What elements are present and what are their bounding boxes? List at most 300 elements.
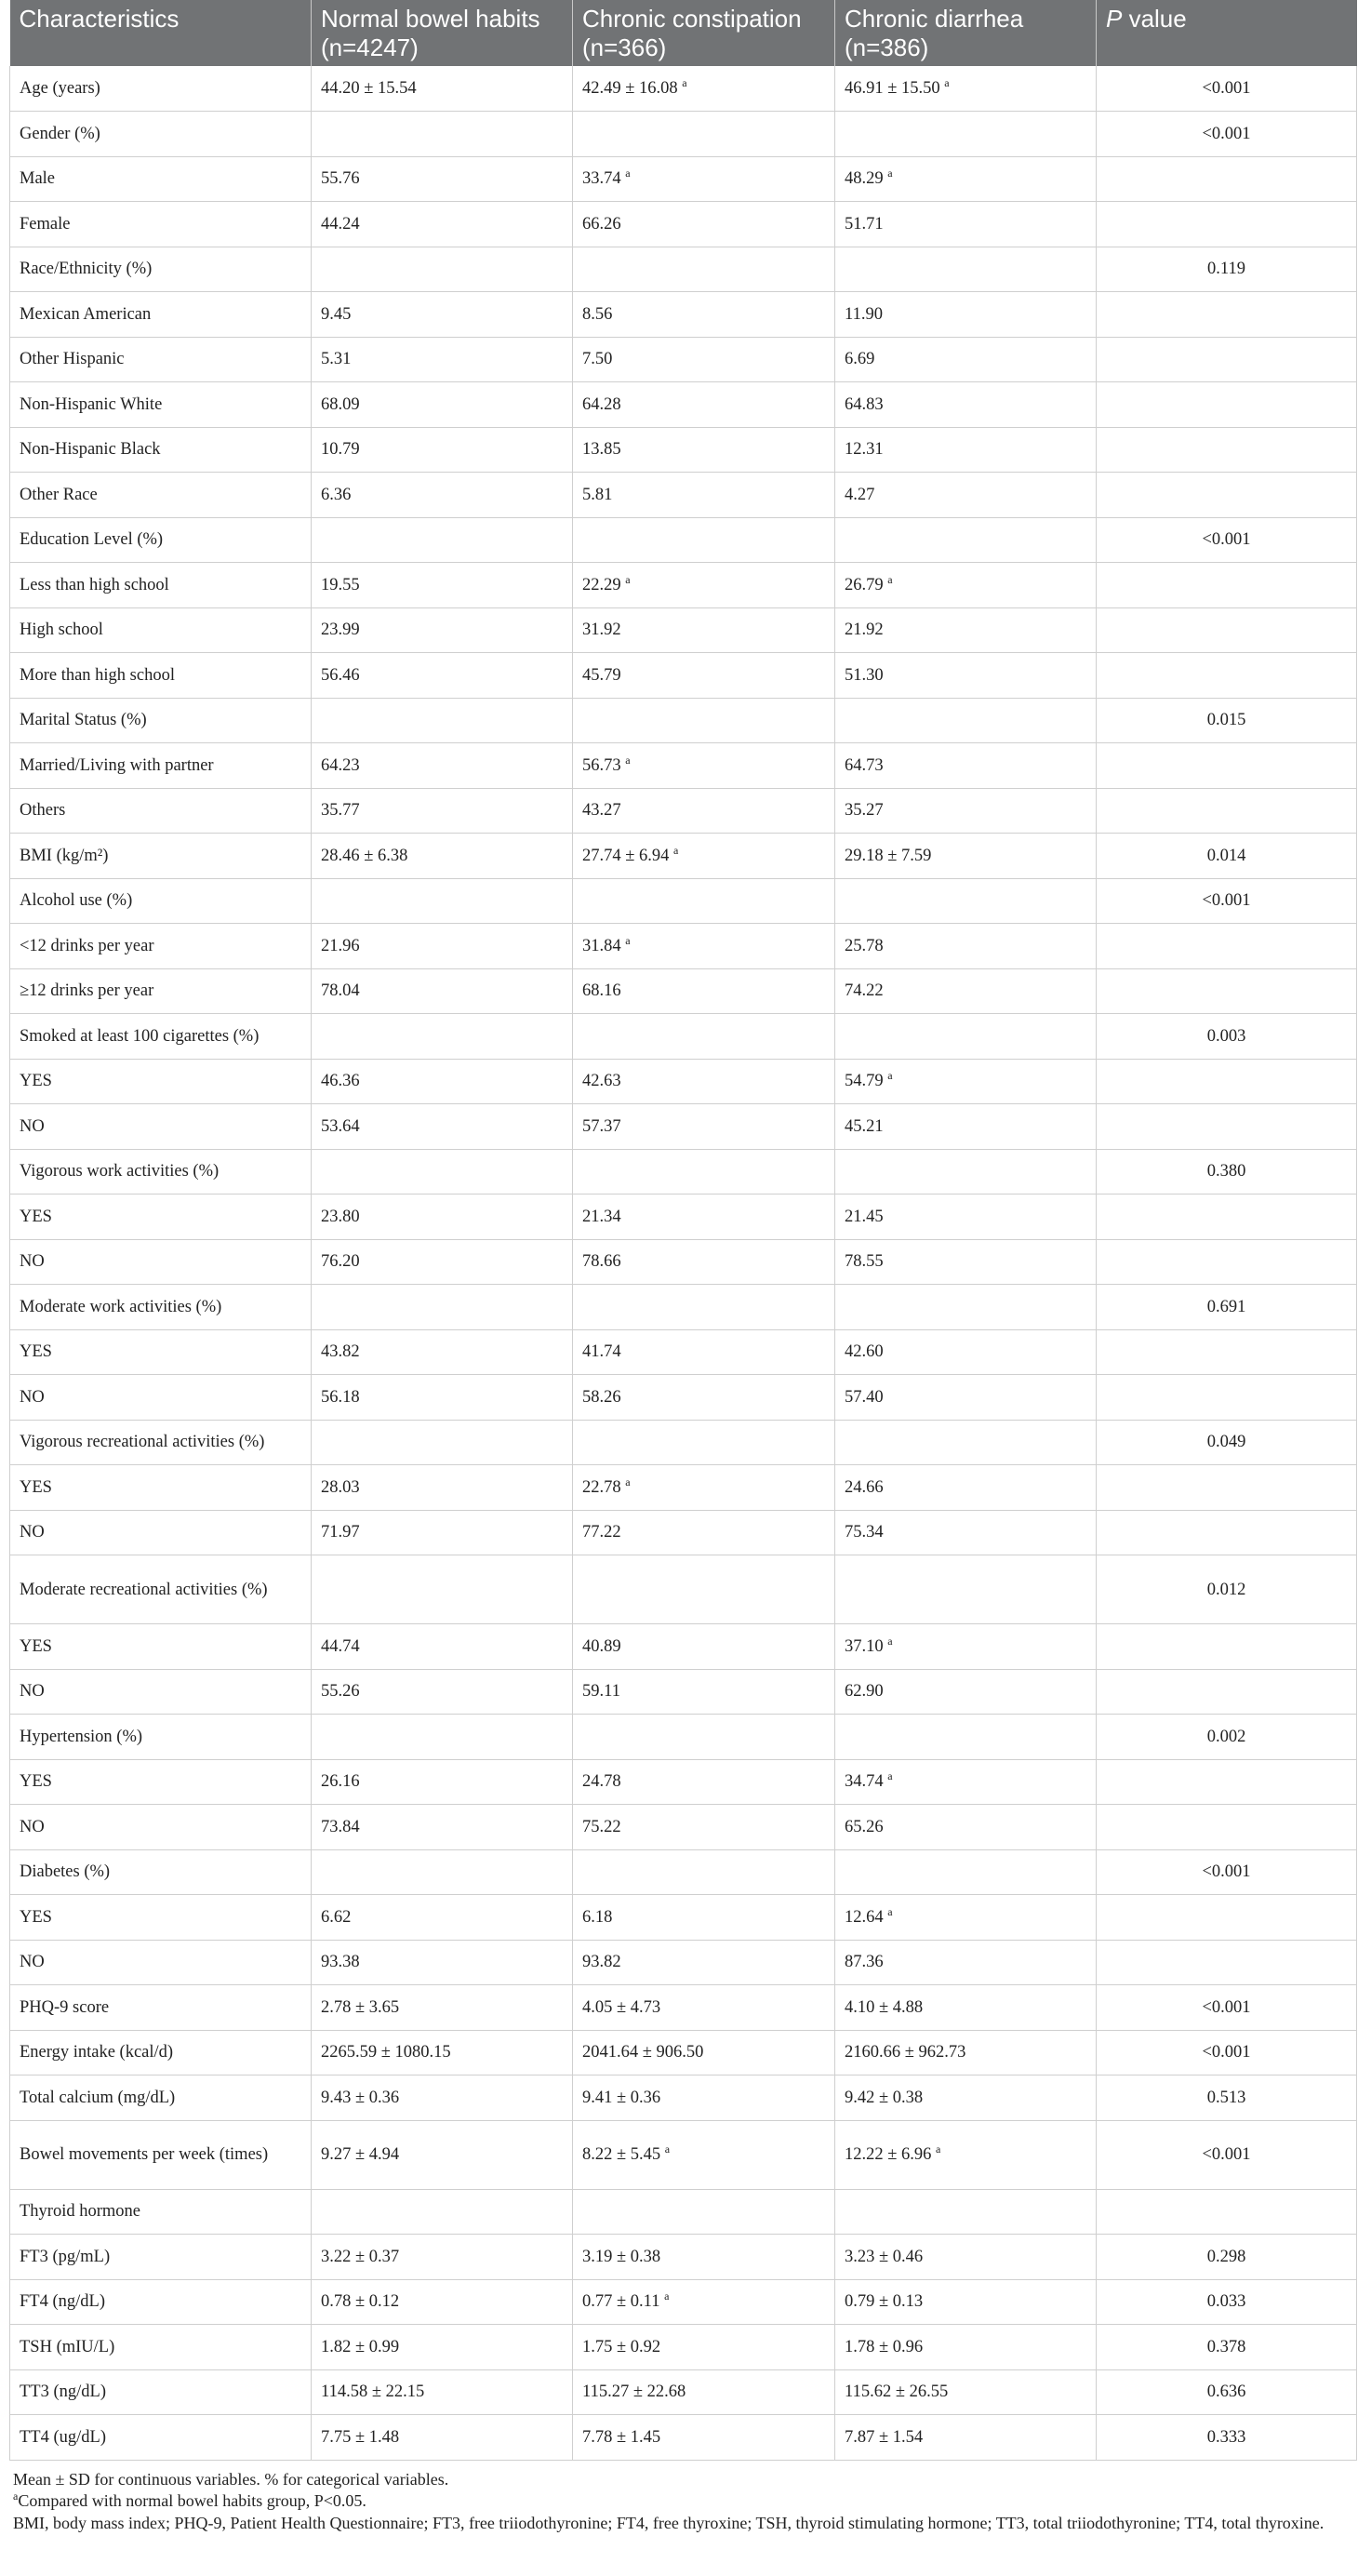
cell-p-value [1097,1624,1357,1670]
table-row [10,2415,1357,2461]
cell-normal-bowel: 3.22 ± 0.37 [312,2235,573,2280]
cell-chronic-diarrhea: 4.27 [835,473,1097,518]
table-row [10,1285,1357,1330]
cell-p-value [1097,1510,1357,1555]
row-label: More than high school [10,653,312,699]
row-label: TSH (mIU/L) [10,2325,312,2370]
cell-chronic-diarrhea: 51.30 [835,653,1097,699]
cell-p-value [1097,1329,1357,1375]
row-label: Mexican American [10,292,312,338]
row-label: FT3 (pg/mL) [10,2235,312,2280]
table-row [10,66,1357,112]
row-label: BMI (kg/m²) [10,834,312,879]
table-row [10,1104,1357,1150]
cell-normal-bowel [312,1715,573,1760]
cell-normal-bowel: 71.97 [312,1510,573,1555]
cell-chronic-diarrhea [835,1420,1097,1465]
cell-chronic-diarrhea: 4.10 ± 4.88 [835,1985,1097,2031]
table-row [10,156,1357,202]
cell-p-value [1097,1239,1357,1285]
cell-p-value [1097,788,1357,834]
cell-chronic-diarrhea [835,2189,1097,2235]
cell-p-value: 0.298 [1097,2235,1357,2280]
cell-chronic-constipation [573,247,835,292]
table-row [10,2369,1357,2415]
cell-chronic-diarrhea: 25.78 [835,924,1097,969]
cell-normal-bowel: 19.55 [312,563,573,608]
table-row [10,292,1357,338]
cell-chronic-constipation: 93.82 [573,1940,835,1985]
cell-chronic-diarrhea: 87.36 [835,1940,1097,1985]
cell-normal-bowel [312,2189,573,2235]
cell-chronic-diarrhea [835,1149,1097,1195]
cell-p-value: 0.012 [1097,1555,1357,1624]
cell-chronic-constipation [573,1420,835,1465]
cell-normal-bowel: 1.82 ± 0.99 [312,2325,573,2370]
cell-chronic-diarrhea: 6.69 [835,337,1097,382]
cell-chronic-diarrhea: 21.45 [835,1195,1097,1240]
row-label: TT3 (ng/dL) [10,2369,312,2415]
cell-normal-bowel [312,1149,573,1195]
table-row [10,337,1357,382]
cell-chronic-diarrhea: 35.27 [835,788,1097,834]
table-row [10,924,1357,969]
cell-p-value [1097,337,1357,382]
cell-chronic-diarrhea: 29.18 ± 7.59 [835,834,1097,879]
cell-p-value: <0.001 [1097,1985,1357,2031]
table-row [10,1849,1357,1895]
row-label: Non-Hispanic Black [10,427,312,473]
cell-normal-bowel: 10.79 [312,427,573,473]
table-body [10,66,1357,2460]
cell-p-value [1097,156,1357,202]
cell-p-value [1097,1375,1357,1421]
cell-chronic-constipation: 64.28 [573,382,835,428]
cell-chronic-constipation: 22.78 $^a$ [573,1465,835,1511]
cell-p-value: 0.691 [1097,1285,1357,1330]
cell-normal-bowel: 44.24 [312,202,573,247]
cell-normal-bowel [312,878,573,924]
table-row [10,2189,1357,2235]
header-characteristics: Characteristics [10,0,312,66]
cell-chronic-diarrhea [835,1014,1097,1060]
cell-normal-bowel: 73.84 [312,1805,573,1850]
row-label: Other Hispanic [10,337,312,382]
cell-normal-bowel: 68.09 [312,382,573,428]
cell-chronic-constipation: 31.92 [573,607,835,653]
row-label: TT4 (ug/dL) [10,2415,312,2461]
cell-p-value: <0.001 [1097,2030,1357,2075]
cell-chronic-diarrhea: 62.90 [835,1669,1097,1715]
row-label: Moderate work activities (%) [10,1285,312,1330]
cell-chronic-constipation [573,698,835,743]
cell-p-value [1097,1759,1357,1805]
cell-p-value [1097,202,1357,247]
cell-p-value [1097,563,1357,608]
table-row [10,1014,1357,1060]
cell-chronic-constipation [573,1014,835,1060]
cell-p-value: <0.001 [1097,878,1357,924]
cell-p-value [1097,968,1357,1014]
table-row [10,1420,1357,1465]
header-normal-bowel: Normal bowel habits (n=4247) [312,0,573,66]
cell-chronic-constipation: 56.73 $^a$ [573,743,835,789]
row-label: PHQ-9 score [10,1985,312,2031]
cell-chronic-constipation: 22.29 $^a$ [573,563,835,608]
cell-chronic-constipation: 77.22 [573,1510,835,1555]
row-label: NO [10,1669,312,1715]
cell-chronic-constipation: 2041.64 ± 906.50 [573,2030,835,2075]
cell-p-value [1097,924,1357,969]
cell-normal-bowel: 55.76 [312,156,573,202]
cell-normal-bowel: 28.03 [312,1465,573,1511]
cell-chronic-diarrhea: 37.10 $^a$ [835,1624,1097,1670]
cell-chronic-diarrhea: 0.79 ± 0.13 [835,2279,1097,2325]
cell-p-value: 0.513 [1097,2075,1357,2121]
row-label: High school [10,607,312,653]
table-row [10,1940,1357,1985]
cell-chronic-diarrhea [835,878,1097,924]
row-label: YES [10,1895,312,1941]
cell-chronic-constipation: 9.41 ± 0.36 [573,2075,835,2121]
cell-normal-bowel: 6.62 [312,1895,573,1941]
header-p-value: P value [1097,0,1357,66]
cell-chronic-diarrhea: 3.23 ± 0.46 [835,2235,1097,2280]
cell-chronic-diarrhea [835,1555,1097,1624]
cell-p-value: 0.003 [1097,1014,1357,1060]
cell-chronic-constipation [573,517,835,563]
table-row [10,1669,1357,1715]
cell-chronic-constipation: 68.16 [573,968,835,1014]
cell-p-value: 0.378 [1097,2325,1357,2370]
row-label: Total calcium (mg/dL) [10,2075,312,2121]
cell-chronic-diarrhea: 45.21 [835,1104,1097,1150]
table-row [10,2075,1357,2121]
cell-normal-bowel: 23.80 [312,1195,573,1240]
cell-normal-bowel: 76.20 [312,1239,573,1285]
cell-chronic-constipation: 115.27 ± 22.68 [573,2369,835,2415]
cell-normal-bowel: 9.27 ± 4.94 [312,2120,573,2189]
table-row [10,698,1357,743]
row-label: Education Level (%) [10,517,312,563]
row-label: Marital Status (%) [10,698,312,743]
table-row [10,427,1357,473]
cell-p-value [1097,1465,1357,1511]
table-row [10,1805,1357,1850]
cell-chronic-diarrhea: 2160.66 ± 962.73 [835,2030,1097,2075]
cell-chronic-diarrhea: 12.31 [835,427,1097,473]
characteristics-table [9,0,1357,2461]
cell-normal-bowel [312,1014,573,1060]
cell-chronic-diarrhea: 46.91 ± 15.50 $^a$ [835,66,1097,112]
row-label: Gender (%) [10,112,312,157]
cell-p-value: 0.014 [1097,834,1357,879]
table-row [10,2120,1357,2189]
row-label: NO [10,1104,312,1150]
cell-p-value [1097,427,1357,473]
cell-chronic-diarrhea: 21.92 [835,607,1097,653]
cell-chronic-constipation: 7.50 [573,337,835,382]
row-label: Non-Hispanic White [10,382,312,428]
cell-chronic-constipation: 8.22 ± 5.45 $^a$ [573,2120,835,2189]
cell-chronic-diarrhea: 9.42 ± 0.38 [835,2075,1097,2121]
footnote-significance: $^a$Compared with normal bowel habits group, P<0.05. [13,2489,366,2510]
cell-normal-bowel [312,112,573,157]
table-row [10,1555,1357,1624]
table-row [10,2279,1357,2325]
cell-normal-bowel: 44.20 ± 15.54 [312,66,573,112]
row-label: Vigorous recreational activities (%) [10,1420,312,1465]
cell-chronic-diarrhea: 24.66 [835,1465,1097,1511]
cell-chronic-constipation: 57.37 [573,1104,835,1150]
row-label: ≥12 drinks per year [10,968,312,1014]
cell-normal-bowel: 6.36 [312,473,573,518]
cell-chronic-diarrhea: 48.29 $^a$ [835,156,1097,202]
cell-p-value [1097,1669,1357,1715]
cell-normal-bowel: 9.43 ± 0.36 [312,2075,573,2121]
cell-p-value: 0.119 [1097,247,1357,292]
cell-normal-bowel: 5.31 [312,337,573,382]
table-row [10,743,1357,789]
table-row [10,2235,1357,2280]
cell-normal-bowel: 28.46 ± 6.38 [312,834,573,879]
table-row [10,1465,1357,1511]
table-row [10,1239,1357,1285]
row-label: YES [10,1329,312,1375]
cell-p-value [1097,2189,1357,2235]
row-label: NO [10,1375,312,1421]
cell-normal-bowel: 0.78 ± 0.12 [312,2279,573,2325]
cell-normal-bowel: 23.99 [312,607,573,653]
cell-p-value [1097,1195,1357,1240]
cell-p-value [1097,653,1357,699]
row-label: YES [10,1465,312,1511]
header-chronic-constipation: Chronic constipation (n=366) [573,0,835,66]
cell-chronic-constipation: 42.63 [573,1059,835,1104]
cell-normal-bowel: 93.38 [312,1940,573,1985]
cell-p-value: <0.001 [1097,66,1357,112]
cell-chronic-diarrhea: 42.60 [835,1329,1097,1375]
cell-chronic-diarrhea [835,517,1097,563]
table-row [10,1895,1357,1941]
cell-p-value [1097,743,1357,789]
table-header [10,0,1357,66]
row-label: Hypertension (%) [10,1715,312,1760]
cell-chronic-constipation: 6.18 [573,1895,835,1941]
cell-chronic-constipation: 24.78 [573,1759,835,1805]
cell-normal-bowel [312,517,573,563]
row-label: Bowel movements per week (times) [10,2120,312,2189]
table-row [10,1059,1357,1104]
cell-normal-bowel: 9.45 [312,292,573,338]
row-label: Alcohol use (%) [10,878,312,924]
cell-chronic-constipation: 5.81 [573,473,835,518]
cell-chronic-diarrhea: 26.79 $^a$ [835,563,1097,608]
header-chronic-diarrhea: Chronic diarrhea (n=386) [835,0,1097,66]
row-label: YES [10,1195,312,1240]
cell-p-value [1097,1059,1357,1104]
cell-chronic-constipation [573,1149,835,1195]
cell-chronic-diarrhea: 74.22 [835,968,1097,1014]
table-row [10,2030,1357,2075]
table-row [10,1715,1357,1760]
cell-chronic-diarrhea [835,1285,1097,1330]
row-label: Others [10,788,312,834]
cell-normal-bowel: 2.78 ± 3.65 [312,1985,573,2031]
table-row [10,247,1357,292]
cell-chronic-constipation [573,878,835,924]
cell-normal-bowel [312,1555,573,1624]
table-row [10,1759,1357,1805]
cell-normal-bowel: 44.74 [312,1624,573,1670]
table-row [10,1329,1357,1375]
cell-normal-bowel: 21.96 [312,924,573,969]
row-label: Married/Living with partner [10,743,312,789]
table-row [10,517,1357,563]
cell-chronic-diarrhea: 75.34 [835,1510,1097,1555]
table-row [10,473,1357,518]
cell-p-value [1097,382,1357,428]
footnote-mean-sd: Mean ± SD for continuous variables. % for categorical variables. [13,2469,449,2489]
cell-chronic-constipation: 31.84 $^a$ [573,924,835,969]
table-row [10,607,1357,653]
cell-p-value: 0.015 [1097,698,1357,743]
cell-chronic-constipation: 21.34 [573,1195,835,1240]
cell-chronic-constipation: 33.74 $^a$ [573,156,835,202]
row-label: NO [10,1510,312,1555]
table-row [10,1624,1357,1670]
table-row [10,112,1357,157]
cell-normal-bowel: 56.46 [312,653,573,699]
cell-chronic-constipation: 7.78 ± 1.45 [573,2415,835,2461]
cell-p-value: 0.333 [1097,2415,1357,2461]
row-label: Diabetes (%) [10,1849,312,1895]
cell-normal-bowel: 114.58 ± 22.15 [312,2369,573,2415]
cell-chronic-constipation: 3.19 ± 0.38 [573,2235,835,2280]
table-row [10,1985,1357,2031]
cell-chronic-constipation: 1.75 ± 0.92 [573,2325,835,2370]
table-row [10,2325,1357,2370]
cell-normal-bowel: 64.23 [312,743,573,789]
cell-chronic-constipation: 66.26 [573,202,835,247]
row-label: YES [10,1759,312,1805]
cell-p-value [1097,607,1357,653]
cell-p-value [1097,473,1357,518]
cell-p-value: <0.001 [1097,517,1357,563]
cell-chronic-constipation: 27.74 ± 6.94 $^a$ [573,834,835,879]
cell-normal-bowel [312,1285,573,1330]
cell-chronic-diarrhea: 57.40 [835,1375,1097,1421]
cell-chronic-constipation [573,1849,835,1895]
cell-chronic-constipation: 58.26 [573,1375,835,1421]
cell-chronic-diarrhea: 51.71 [835,202,1097,247]
cell-chronic-constipation: 0.77 ± 0.11 $^a$ [573,2279,835,2325]
row-label: NO [10,1940,312,1985]
cell-normal-bowel: 55.26 [312,1669,573,1715]
cell-chronic-diarrhea: 64.83 [835,382,1097,428]
cell-normal-bowel: 2265.59 ± 1080.15 [312,2030,573,2075]
cell-p-value: 0.636 [1097,2369,1357,2415]
row-label: YES [10,1059,312,1104]
cell-chronic-diarrhea: 7.87 ± 1.54 [835,2415,1097,2461]
cell-chronic-constipation: 13.85 [573,427,835,473]
cell-chronic-diarrhea: 54.79 $^a$ [835,1059,1097,1104]
cell-chronic-diarrhea [835,1715,1097,1760]
table-row [10,1195,1357,1240]
cell-chronic-diarrhea: 115.62 ± 26.55 [835,2369,1097,2415]
row-label: Vigorous work activities (%) [10,1149,312,1195]
cell-chronic-constipation [573,1715,835,1760]
cell-p-value [1097,1104,1357,1150]
table-row [10,878,1357,924]
cell-chronic-constipation: 42.49 ± 16.08 $^a$ [573,66,835,112]
cell-chronic-diarrhea [835,698,1097,743]
cell-chronic-constipation: 45.79 [573,653,835,699]
cell-normal-bowel: 35.77 [312,788,573,834]
cell-chronic-constipation: 43.27 [573,788,835,834]
table-row [10,788,1357,834]
row-label: YES [10,1624,312,1670]
table-row [10,1510,1357,1555]
row-label: Other Race [10,473,312,518]
table-row [10,563,1357,608]
row-label: Energy intake (kcal/d) [10,2030,312,2075]
row-label: Race/Ethnicity (%) [10,247,312,292]
cell-normal-bowel: 56.18 [312,1375,573,1421]
row-label: FT4 (ng/dL) [10,2279,312,2325]
cell-normal-bowel [312,247,573,292]
cell-chronic-diarrhea: 12.64 $^a$ [835,1895,1097,1941]
table-row [10,834,1357,879]
table-row [10,968,1357,1014]
cell-chronic-constipation: 59.11 [573,1669,835,1715]
row-label: Male [10,156,312,202]
cell-chronic-constipation: 8.56 [573,292,835,338]
cell-normal-bowel: 26.16 [312,1759,573,1805]
table-row [10,382,1357,428]
cell-normal-bowel [312,698,573,743]
cell-p-value [1097,1895,1357,1941]
row-label: <12 drinks per year [10,924,312,969]
cell-chronic-constipation [573,2189,835,2235]
footnote-abbreviations: BMI, body mass index; PHQ-9, Patient Health Questionnaire; FT3, free triiodothyronine; FT4, free thyroxine; TSH, thyroid stimulating hormone; TT3, total triiodothyronine; TT4, total thyroxine. [13,2513,1325,2532]
table-row [10,653,1357,699]
row-label: Thyroid hormone [10,2189,312,2235]
cell-normal-bowel: 78.04 [312,968,573,1014]
cell-chronic-diarrhea [835,112,1097,157]
cell-chronic-constipation: 75.22 [573,1805,835,1850]
cell-chronic-diarrhea: 78.55 [835,1239,1097,1285]
row-label: Female [10,202,312,247]
cell-normal-bowel: 53.64 [312,1104,573,1150]
cell-chronic-constipation [573,1285,835,1330]
cell-p-value [1097,292,1357,338]
row-label: Smoked at least 100 cigarettes (%) [10,1014,312,1060]
cell-normal-bowel: 7.75 ± 1.48 [312,2415,573,2461]
cell-p-value: 0.380 [1097,1149,1357,1195]
cell-chronic-diarrhea: 64.73 [835,743,1097,789]
table-container [9,0,1356,2534]
cell-p-value [1097,1805,1357,1850]
cell-p-value: 0.002 [1097,1715,1357,1760]
cell-chronic-constipation: 4.05 ± 4.73 [573,1985,835,2031]
cell-p-value: <0.001 [1097,1849,1357,1895]
cell-normal-bowel: 43.82 [312,1329,573,1375]
cell-chronic-diarrhea: 12.22 ± 6.96 $^a$ [835,2120,1097,2189]
row-label: NO [10,1239,312,1285]
cell-chronic-diarrhea: 34.74 $^a$ [835,1759,1097,1805]
cell-p-value: 0.049 [1097,1420,1357,1465]
